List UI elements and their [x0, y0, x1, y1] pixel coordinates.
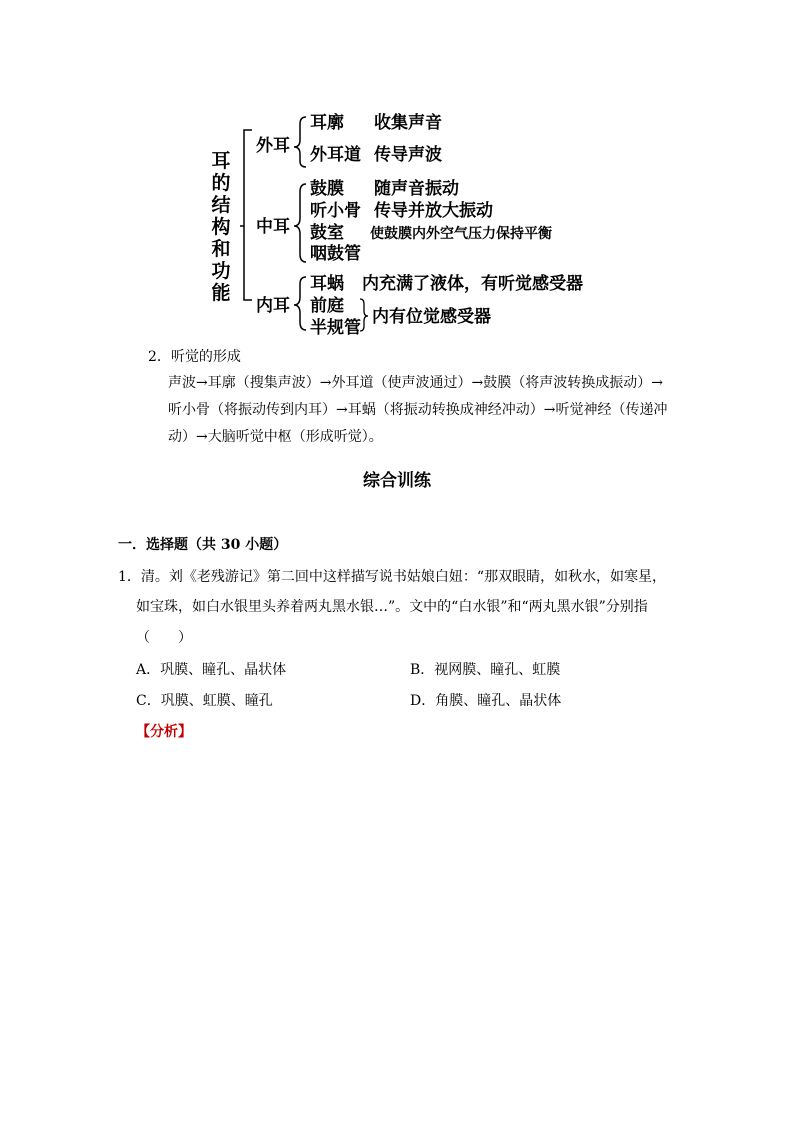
part-vestibule: 前庭 [310, 296, 344, 316]
training-title: 综合训练 [363, 471, 431, 491]
diagram-title: 耳的结构和功能 [211, 150, 231, 304]
part-ear-canal: 外耳道 [310, 145, 361, 165]
option-d[interactable]: D．角膜、瞳孔、晶状体 [410, 693, 562, 709]
part-ossicles: 听小骨 [310, 201, 361, 221]
hearing-line-1: 声波→耳廓（搜集声波）→外耳道（使声波通过）→鼓膜（将声波转换成振动）→ [168, 375, 663, 391]
question-answer-blank: （ ） [136, 630, 192, 646]
func-ossicles: 传导并放大振动 [374, 201, 493, 221]
analysis-label: 【分析】 [136, 724, 192, 740]
middle-ear-brace [294, 184, 306, 262]
hearing-line-3: 动）→大脑听觉中枢（形成听觉）。 [168, 429, 383, 445]
func-eardrum: 随声音振动 [374, 179, 459, 199]
inner-ear-label: 内耳 [256, 296, 290, 316]
option-a[interactable]: A．巩膜、瞳孔、晶状体 [136, 662, 287, 678]
hearing-heading: 2．听觉的形成 [148, 349, 241, 365]
section-heading: 一．选择题（共 30 小题） [118, 537, 288, 553]
part-auricle: 耳廓 [310, 113, 344, 133]
main-bracket [244, 130, 252, 300]
part-semicircular-canals: 半规管 [310, 318, 361, 338]
vestibule-canal-brace [360, 299, 368, 331]
middle-ear-label: 中耳 [256, 217, 290, 237]
func-vestibule-canals: 内有位觉感受器 [372, 307, 491, 327]
option-b[interactable]: B．视网膜、瞳孔、虹膜 [410, 662, 561, 678]
inner-ear-brace [294, 277, 306, 330]
func-ear-canal: 传导声波 [374, 145, 442, 165]
part-cochlea: 耳蜗 [310, 274, 344, 294]
question-line-2: 如宝珠，如白水银里头养着两丸黑水银…”。文中的“白水银”和“两丸黑水银”分别指 [136, 599, 648, 615]
part-eustachian-tube: 咽鼓管 [310, 244, 361, 264]
question-line-1: 1．清。刘《老残游记》第二回中这样描写说书姑娘白妞：“那双眼睛，如秋水，如寒星， [118, 569, 667, 585]
part-eardrum: 鼓膜 [310, 179, 344, 199]
func-tympanic-cavity: 使鼓膜内外空气压力保持平衡 [370, 226, 552, 242]
func-auricle: 收集声音 [374, 113, 442, 133]
outer-ear-label: 外耳 [256, 136, 290, 156]
hearing-line-2: 听小骨（将振动传到内耳）→耳蜗（将振动转换成神经冲动）→听觉神经（传递冲 [168, 402, 668, 418]
part-tympanic-cavity: 鼓室 [310, 223, 344, 243]
outer-ear-brace [294, 117, 306, 167]
func-cochlea: 内充满了液体，有听觉感受器 [362, 274, 583, 294]
option-c[interactable]: C．巩膜、虹膜、瞳孔 [136, 693, 273, 709]
